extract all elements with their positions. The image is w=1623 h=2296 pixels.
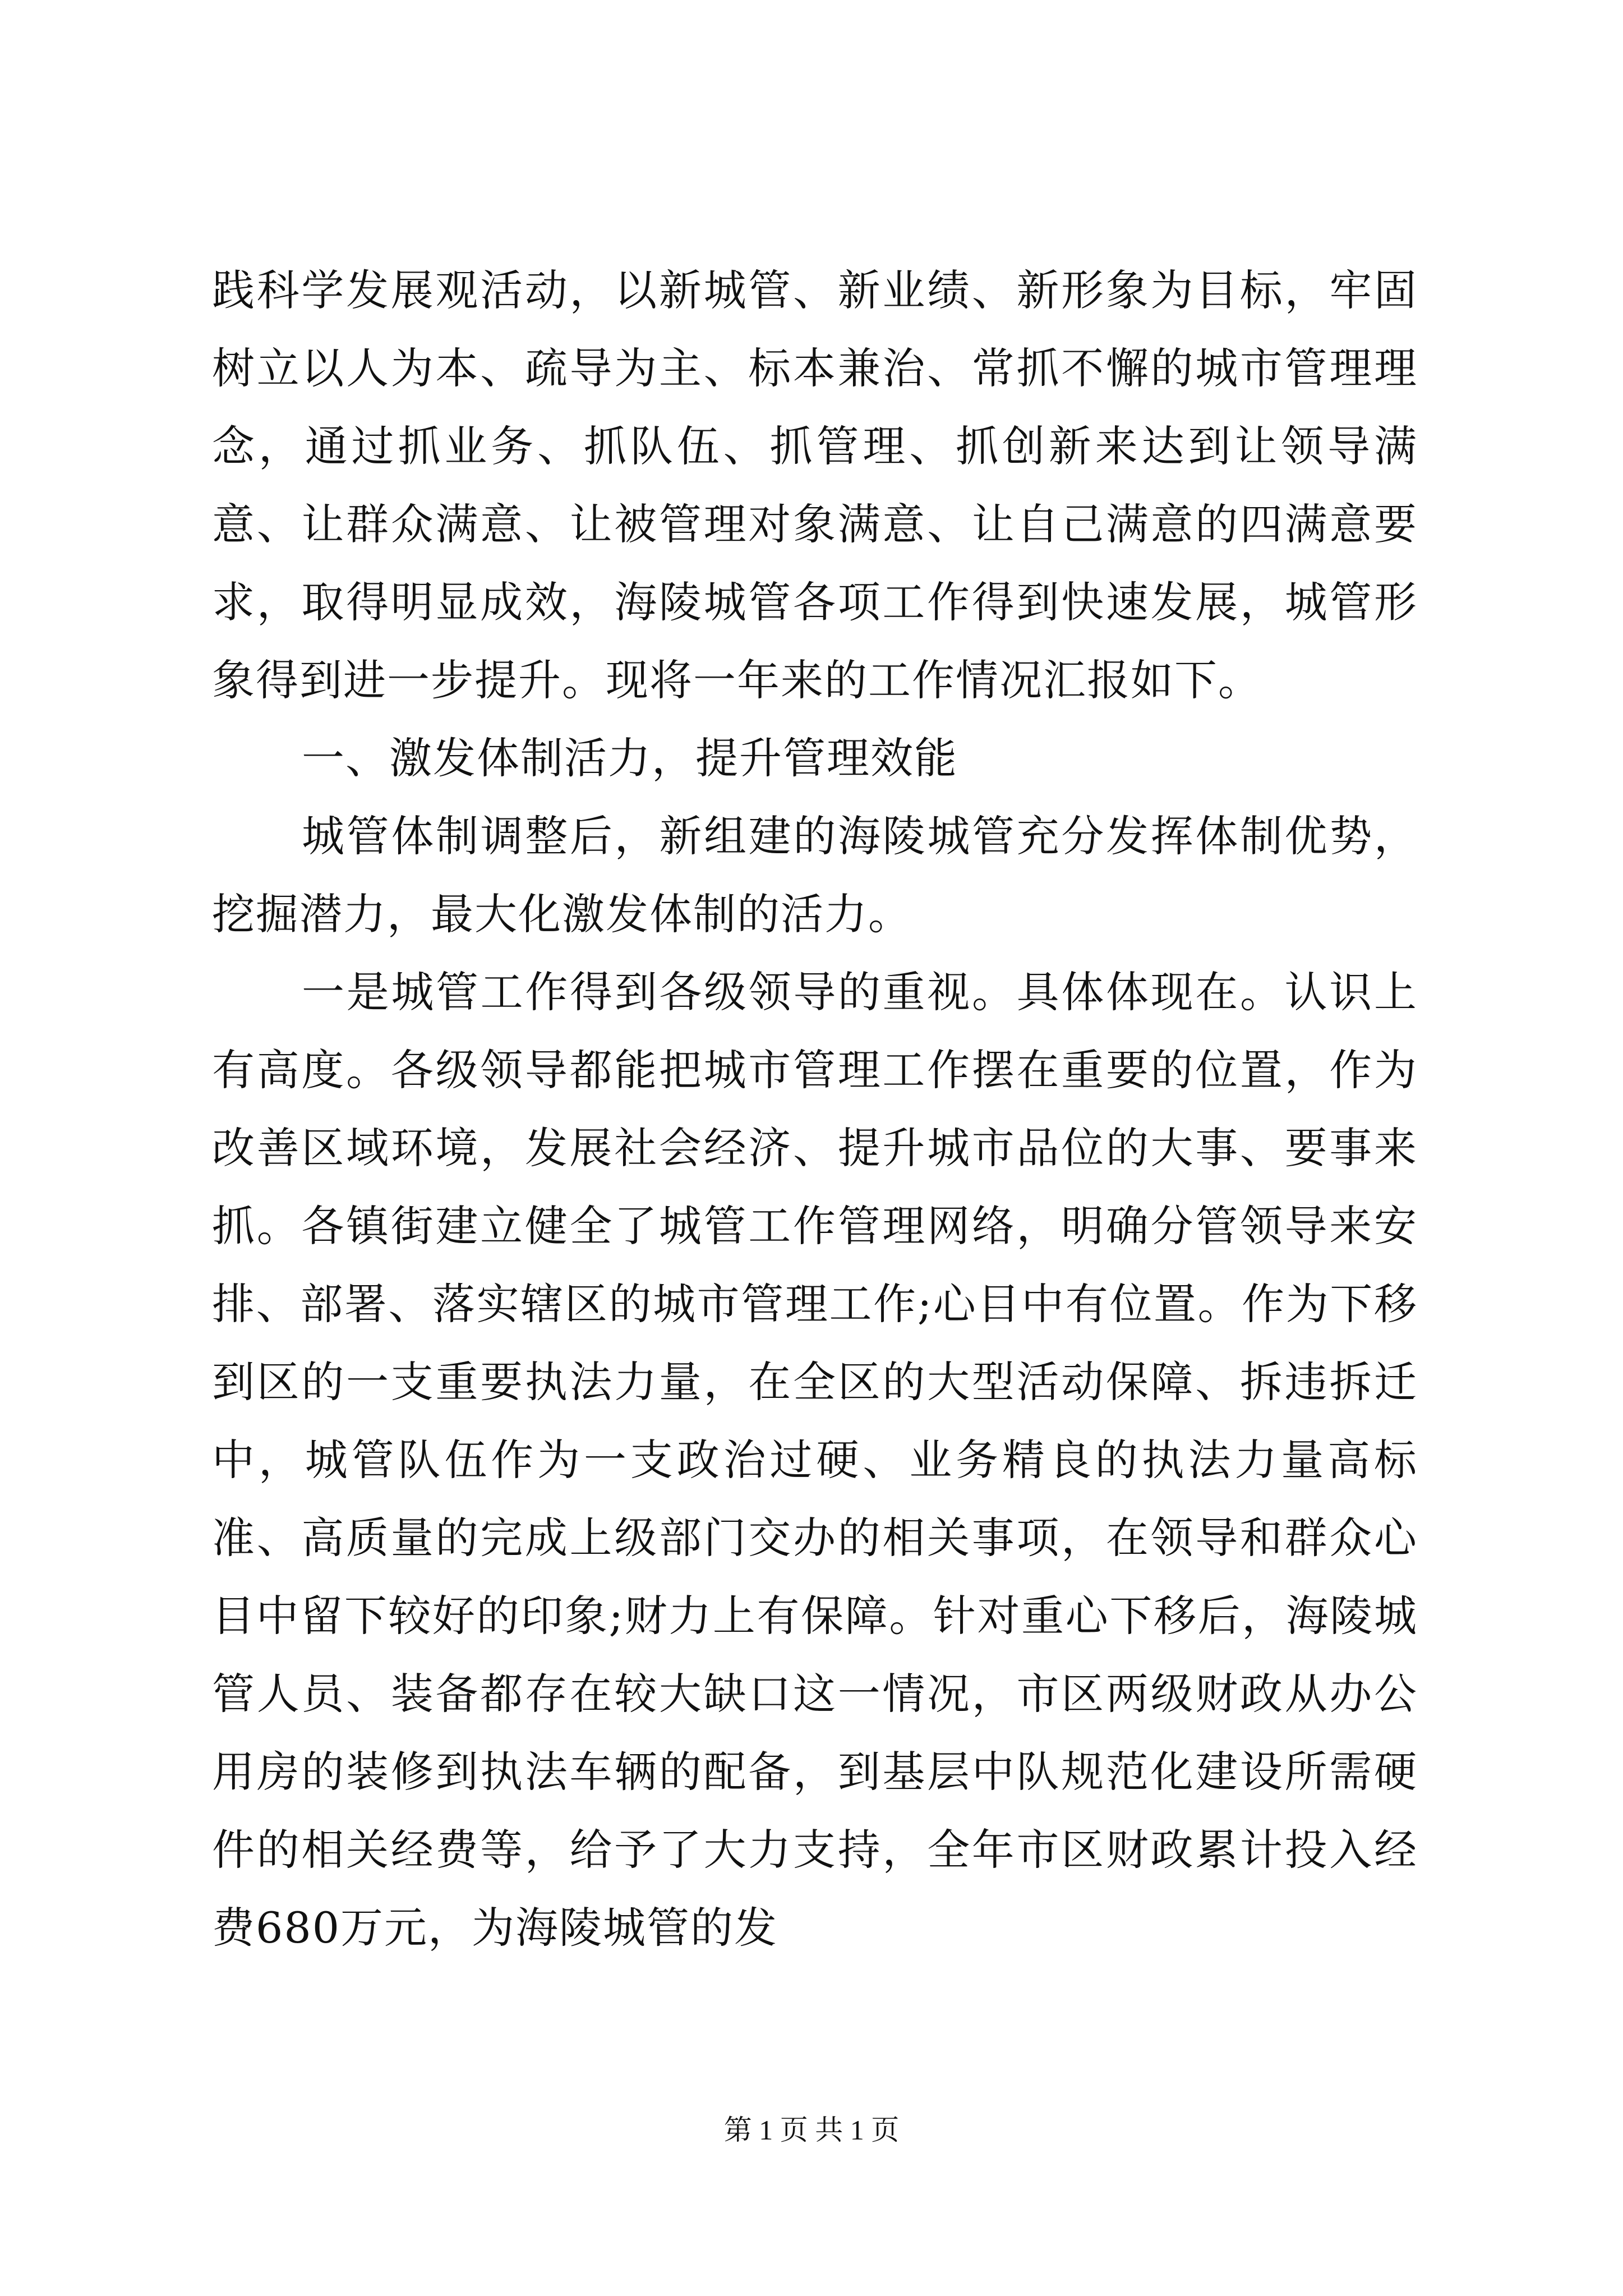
paragraph-3: 一是城管工作得到各级领导的重视。具体体现在。认识上有高度。各级领导都能把城市管理工作摆在重要的位置，作为改善区域环境，发展社会经济、提升城市品位的大事、要事来抓。各镇街建立健全了城管工作管理网络，明确分管领导来安排、部署、落实辖区的城市管理工作;心目中有位置。作为下移到区的一支重要执法力量，在全区的大型活动保障、拆违拆迁中，城管队伍作为一支政治过硬、业务精良的执法力量高标准、高质量的完成上级部门交办的相关事项，在领导和群众心目中留下较好的印象;财力上有保障。针对重心下移后，海陵城管人员、装备都存在较大缺口这一情况，市区两级财政从办公用房的装修到执法车辆的配备，到基层中队规范化建设所需硬件的相关经费等，给予了大力支持，全年市区财政累计投入经费680万元，为海陵城管的发 — [212, 967, 1418, 1953]
section-heading-1: 一、激发体制活力，提升管理效能 — [302, 733, 958, 783]
paragraph-2: 城管体制调整后，新组建的海陵城管充分发挥体制优势，挖掘潜力，最大化激发体制的活力。 — [212, 811, 1418, 939]
document-body — [212, 251, 1418, 1967]
page-footer: 第 1 页 共 1 页 — [723, 2114, 900, 2146]
paragraph-1: 践科学发展观活动，以新城管、新业绩、新形象为目标，牢固树立以人为本、疏导为主、标本兼治、常抓不懈的城市管理理念，通过抓业务、抓队伍、抓管理、抓创新来达到让领导满意、让群众满意、让被管理对象满意、让自己满意的四满意要求，取得明显成效，海陵城管各项工作得到快速发展，城管形象得到进一步提升。现将一年来的工作情况汇报如下。 — [212, 265, 1418, 705]
